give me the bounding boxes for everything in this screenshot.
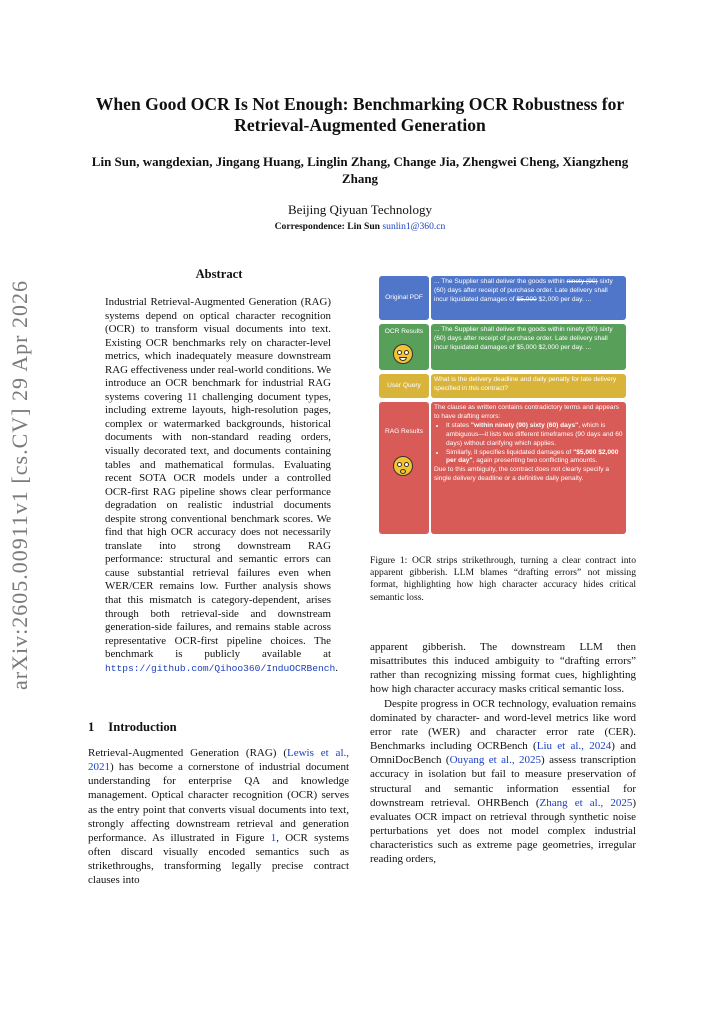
- paragraph: Despite progress in OCR technology, evaluation remains dominated by character- and word-level metrics like word error rate (WER) and character error rate (CER). Benchmarks including OCRBench (Liu et al., 2024) and OmniDocBench (Ouyang et al., 2025) assess transcription accuracy in isolation but fail to measure preservation of structural and semantic information essential for downstream retrieval. OHRBench (Zhang et al., 2025) evaluates OCR impact on retrieval through synthetic noise perturbations yet does not model complex industrial characteristics such as extreme page geometries, irregular reading orders,: [370, 697, 637, 866]
- list-item: • It states "within ninety (90) sixty (60) days", which is ambiguous—it lists two different timeframes (90 days and 60 days) without clarifying which applies.: [446, 422, 623, 449]
- row-content: [431, 402, 626, 534]
- citation-link[interactable]: Liu et al., 2024: [536, 740, 612, 753]
- figure-row-original-pdf: [379, 276, 626, 320]
- intro-paragraph: [88, 746, 349, 888]
- section-heading-introduction: [88, 720, 177, 735]
- rag-outro: Due to this ambiguity, the contract does not clearly specify a single delivery deadline or a definitive daily penalty.: [434, 466, 610, 483]
- row-content: ... The Supplier shall deliver the goods within ninety (90) sixty (60) days after receipt of purchase order. Late delivery shall incur liquidated damages of $5,000 $2,000 per day. ...: [431, 276, 626, 320]
- figure-row-rag-results: [379, 402, 626, 534]
- correspondence-name: Lin Sun: [347, 221, 381, 232]
- abstract-text: [105, 296, 339, 675]
- row-label: OCR Results: [379, 324, 429, 370]
- figure-row-user-query: [379, 374, 626, 398]
- row-label: RAG Results: [379, 402, 429, 534]
- author-list: Lin Sun, wangdexian, Jingang Huang, Linglin Zhang, Change Jia, Zhengwei Cheng, Xiangzheng Zhang: [91, 154, 629, 186]
- rag-bullets: [434, 422, 623, 467]
- benchmark-url-link[interactable]: https://github.com/Qihoo360/InduOCRBench: [105, 662, 336, 674]
- correspondence-email[interactable]: sunlin1@360.cn: [382, 221, 446, 232]
- citation-link[interactable]: Lewis et al., 2021: [88, 747, 349, 774]
- correspondence-label: Correspondence:: [274, 221, 345, 232]
- right-column-text: [370, 640, 636, 867]
- figure-row-ocr-results: [379, 324, 626, 370]
- intro-text: , OCR systems often discard visually encoded semantics such as strikethroughs, transforming legally precise contract clauses into: [88, 831, 349, 887]
- paragraph: apparent gibberish. The downstream LLM then misattributes this induced ambiguity to “drafting errors” rather than recognizing missing format cues, highlighting how high character accuracy masks critical semantic loss.: [370, 641, 636, 696]
- figure-caption: Figure 1: OCR strips strikethrough, turning a clear contract into apparent gibberish. LLM blames “drafting errors” not missing format, highlighting how high character accuracy hides critical semantic loss.: [370, 555, 636, 603]
- paper-title: When Good OCR Is Not Enough: Benchmarking OCR Robustness for Retrieval-Augmented Generation: [95, 94, 625, 135]
- confused-face-icon: [393, 456, 413, 476]
- section-title: Introduction: [108, 720, 177, 734]
- row-label: User Query: [379, 374, 429, 398]
- strikethrough-text: $5,000: [516, 295, 537, 303]
- strikethrough-text: ninety (90): [566, 278, 598, 285]
- citation-link[interactable]: Zhang et al., 2025: [539, 796, 633, 809]
- abstract-paragraph: Industrial Retrieval-Augmented Generation (RAG) systems depend on optical character recognition (OCR) to transform visual documents into text. Existing OCR benchmarks rely on character-level metrics, which inadequately measure downstream RAG effectiveness under real-world conditions. We introduce an OCR benchmark for industrial RAG systems covering 11 challenging document types, including extreme layouts, high-resolution pages, complex or watermarked backgrounds, historical documents with non-standard reading orders, visually decorated text, and documents containing tables and mathematical formulas. Evaluating recent SOTA OCR models under a controlled OCR-first RAG pipeline shows clear performance degradation on realistic industrial documents despite strong conventional benchmark scores. We find that high OCR accuracy does not necessarily translate into strong downstream RAG performance: structural and semantic errors can cause substantial retrieval failures even when WER/CER remains low. Further analysis shows that this mismatch is category-dependent, arises through both retrieval-side and downstream generation-side failures, and remains stable across representative OCR-first pipeline choices. The benchmark is publicly available at: [105, 296, 331, 661]
- abstract-end: .: [335, 661, 339, 674]
- intro-text: Retrieval-Augmented Generation (RAG) (: [88, 747, 287, 759]
- figure-ref-link[interactable]: 1: [270, 831, 277, 844]
- correspondence: [90, 221, 630, 232]
- abstract-heading: Abstract: [195, 267, 243, 281]
- citation-link[interactable]: Ouyang et al., 2025: [449, 754, 542, 767]
- section-number: 1: [88, 720, 95, 734]
- row-content: What is the delivery deadline and daily penalty for late delivery specified in this contract?: [431, 374, 626, 398]
- grinning-face-icon: [393, 344, 413, 364]
- list-item: • Similarly, it specifies liquidated damages of "$5,000 $2,000 per day", again presenting two conflicting amounts.: [446, 449, 623, 467]
- intro-text: ) has become a cornerstone of industrial document understanding for enterprise QA and knowledge management. Optical character recognition (OCR) serves as the entry point that converts visual documents into text, strongly affecting downstream retrieval and generation performance. As illustrated in Figure: [88, 761, 349, 844]
- rag-intro: The clause as written contains contradictory terms and appears to have drafting errors:: [434, 404, 620, 420]
- arxiv-stamp: arXiv:2605.00911v1 [cs.CV] 29 Apr 2026: [7, 280, 32, 690]
- row-content: ... The Supplier shall deliver the goods within ninety (90) sixty (60) days after receipt of purchase order. Late delivery shall incur liquidated damages of $5,000 $2,000 per day. ...: [431, 324, 626, 370]
- row-label: Original PDF: [379, 276, 429, 320]
- affiliation: Beijing Qiyuan Technology: [288, 202, 432, 217]
